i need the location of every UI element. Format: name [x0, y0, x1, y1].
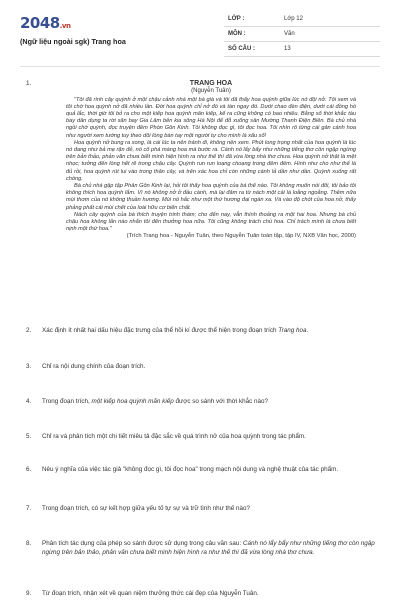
passage-paragraph: Bà chủ nhà gập tập Phân Gôn Kinh lại, hỏi tôi thấy hoa quỳnh của bà thế nào. Tôi không muốn nói đối, tôi bảo tôi không thích hoa quỳnh lắm. Vì nó không nở ở đầu cành, mà lại đâm ra từ nách một cái lá loằng ngoằng. Thêm nữa mùi thơm của nó không thuần hương. Mùi nó hắc như một thứ hương đại ngàn xa. Và vào độ chót của hoa nở, thấy phảng phất cái mùi chết của loài hữu cơ biến chất.	[66, 182, 356, 211]
meta-table	[224, 12, 380, 57]
question-number: 6.	[26, 466, 32, 473]
meta-label: SỐ CÂU :	[228, 46, 255, 52]
question-text: Trong đoạn trích, một kiếp hoa quỳnh mãn kiếp được so sánh với thời khắc nào?	[42, 398, 269, 405]
question-number: 3.	[26, 363, 32, 370]
question-number: 8.	[26, 540, 32, 547]
passage-source: (Trích Trang hoa - Nguyễn Tuân, theo Nguyễn Tuân toàn tập, tập IV, NXB Văn học, 2000)	[126, 233, 356, 240]
logo-suffix: .vn	[59, 22, 71, 30]
meta-row-subject	[224, 27, 380, 42]
passage-title: TRANG HOA	[189, 80, 233, 87]
meta-row-question-count	[224, 42, 380, 57]
header-divider	[20, 66, 380, 67]
question-number: 4.	[26, 398, 32, 405]
question-text: Nêu ý nghĩa của việc tác giả "không đọc gì, tôi đọc hoa" trong mạch nội dung và nghệ thuật của tác phẩm.	[42, 466, 339, 473]
meta-label: LỚP :	[228, 16, 245, 22]
document-title: (Ngữ liệu ngoài sgk) Trang hoa	[20, 37, 126, 46]
meta-value: Lớp 12	[284, 16, 303, 22]
question-number: 9.	[26, 590, 32, 597]
question-text: Chỉ ra nội dung chính của đoạn trích.	[42, 363, 146, 370]
question-text: Phân tích tác dụng của phép so sánh được sử dụng trong câu văn sau: Cánh nó lẩy bẩy như những tiếng thơ còn ngập ngừng trên bản thảo, phản văn chưa biết mình hiện hình ra như thế thì đã vừa lòng nhà thơ chưa.	[42, 540, 375, 556]
passage-paragraph: Hoa quỳnh nở bung ra xong, là cái lúc ta nên tránh đi, không nên xem. Phút long trọng nhất của hoa quỳnh là lúc nó đang như bả mẹ rặn đẻ, nó cố phá màng hoa mà bước ra. Cánh nó lẩy bẩy như những tiếng thơ côn ngập ngừng trên bản thảo, phản văn chưa biết mình hiện hình ra như thế thì đã vừa lòng nhà thơ chưa. Hoa quỳnh nở thật là mệt nhọc; tưởng đến lòng hết rẽ trong chậu cây. Quỳnh run run loạng choạng trong đêm đêm. Hình như cho như thế là đủ rồi, hoa quỳnh rút lui vào trong thân cây, và trên xác hoa chỉ còn những cánh lả dần như dần. Quỳnh xuống rất chóng.	[66, 139, 356, 182]
logo-text: 2048	[20, 14, 60, 32]
question-text: Từ đoạn trích, nhận xét về quan niệm thưởng thức cái đẹp của Nguyễn Tuân.	[42, 590, 259, 597]
question-text: Xác định ít nhất hai dấu hiệu đặc trưng của thể hồi kí được thể hiện trong đoạn trích Trang hoa.	[42, 327, 309, 334]
question-text: Trong đoạn trích, có sự kết hợp giữa yếu tố tự sự và trữ tình như thế nào?	[42, 505, 251, 512]
question-number: 1.	[26, 80, 32, 87]
meta-value: Văn	[284, 31, 295, 37]
passage-author: (Nguyễn Tuân)	[191, 88, 231, 94]
question-number: 2.	[26, 327, 32, 334]
question-number: 7.	[26, 505, 32, 512]
reading-passage	[66, 80, 356, 241]
meta-label: MÔN :	[228, 31, 246, 37]
question-text: Chỉ ra và phân tích một chi tiết miêu tả đặc sắc về quá trình nở của hoa quỳnh trong tác phẩm.	[42, 433, 306, 440]
page-header	[0, 0, 400, 62]
passage-paragraph: Nách cây quỳnh của bà thích truyện trinh thám; cho đến nay, vẫn thính thoảng ra một hai hoa. Nhưng bà chủ chậu hoa không lấn nào nhắn tôi đến thưởng hoa nữa. Tôi cũng không trách chủ hoa. Chỉ trách mình là chưa biết nịnh một thứ hoa."	[66, 211, 356, 233]
site-logo[interactable]	[20, 14, 70, 32]
question-number: 5.	[26, 433, 32, 440]
meta-row-class	[224, 12, 380, 27]
meta-value: 13	[284, 46, 291, 52]
passage-paragraph: "Tôi đã rình cây quỳnh ở một chậu cảnh nhà một bà già và tôi đã thấy hoa quỳnh giữa lúc nó đội nở. Tôi xem và tôi chờ hoa quỳnh nở đã nhiều lần. Đời hoa quỳnh chỉ nở đó và tàn ngay đó. Dưới chao đèn điện, dưới cái đồng hồ quả lắc, thời giờ tôi bỏ ra cho một kiếp hoa quỳnh mãn kiếp, kể ra cũng không có bao nhiêu. Bằng số thời khắc tàu bay dân dụng ta rời sân bay Gia Lâm bên kia sông Hà Nội để đỗ xuống sân Mường Thanh Điện Biên. Bà chủ nhà ngồi chờ quỳnh, đọc truyện đêm Phòn Gôn Kinh. Tôi không đọc gì, tôi đọc hoa. Tôi nhìn rõ từng cái gân cánh hoa như người xem tướng tuy theo dõi lòng bàn tay một người tự cho mình là xấu số!	[66, 96, 356, 139]
